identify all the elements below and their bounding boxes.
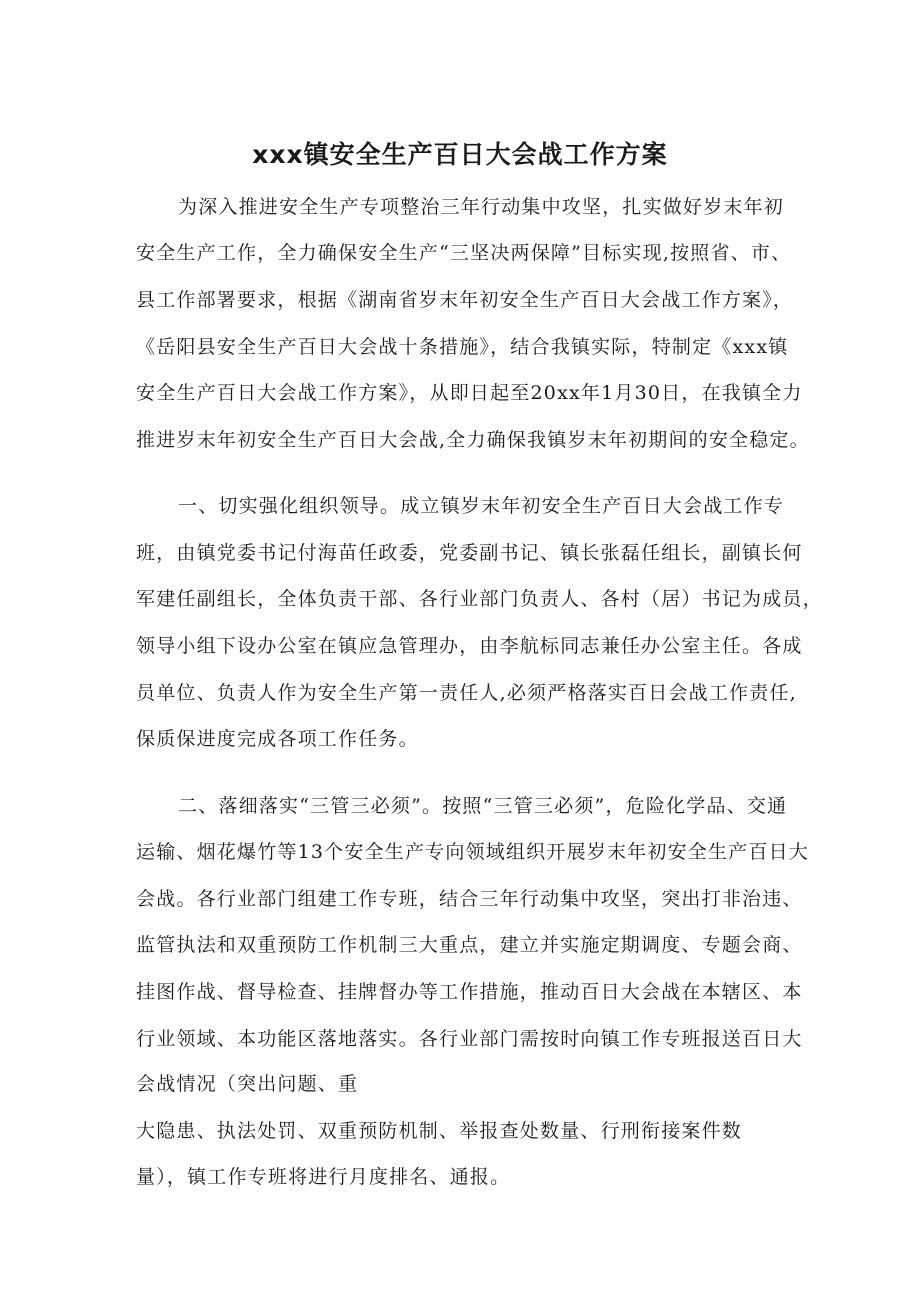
paragraph-2-line-5: 员单位、负责人作为安全生产第一责任人,必须严格落实百日会战工作责任, — [136, 682, 797, 704]
paragraph-3-line-8: 大隐患、执法处罚、双重预防机制、举报查处数量、行刑衔接案件数 — [136, 1120, 743, 1142]
paragraph-2-line-3: 军建任副组长，全体负责干部、各行业部门负责人、各村（居）书记为成员， — [136, 588, 823, 610]
paragraph-1-line-4: 《岳阳县安全生产百日大会战十条措施》，结合我镇实际，特制定《xxx镇 — [136, 336, 789, 358]
paragraph-3-line-7: 会战情况（突出问题、重 — [136, 1073, 359, 1095]
paragraph-2-line-4: 领导小组下设办公室在镇应急管理办，由李航标同志兼任办公室主任。各成 — [136, 635, 803, 657]
paragraph-3-line-5: 挂图作战、督导检查、挂牌督办等工作措施，推动百日大会战在本辖区、本 — [136, 981, 803, 1003]
paragraph-3-line-2: 运输、烟花爆竹等13个安全生产专向领域组织开展岁末年初安全生产百日大 — [136, 841, 809, 863]
paragraph-3-line-3: 会战。各行业部门组建工作专班，结合三年行动集中攻坚，突出打非治违、 — [136, 888, 803, 910]
paragraph-1-line-6: 推进岁末年初安全生产百日大会战,全力确保我镇岁末年初期间的安全稳定。 — [136, 429, 810, 451]
paragraph-2-line-1: 一、切实强化组织领导。成立镇岁末年初安全生产百日大会战工作专 — [178, 495, 785, 517]
document-title: xxx镇安全生产百日大会战工作方案 — [252, 140, 668, 169]
paragraph-1-line-1: 为深入推进安全生产专项整治三年行动集中攻坚，扎实做好岁末年初 — [178, 196, 785, 218]
paragraph-3-line-6: 行业领域、本功能区落地落实。各行业部门需按时向镇工作专班报送百日大 — [136, 1028, 803, 1050]
paragraph-3-line-9: 量），镇工作专班将进行月度排名、通报。 — [136, 1166, 511, 1188]
paragraph-1-line-3: 县工作部署要求，根据《湖南省岁末年初安全生产百日大会战工作方案》， — [136, 289, 794, 311]
paragraph-1-line-2: 安全生产工作，全力确保安全生产“三坚决两保障”目标实现,按照省、市、 — [136, 242, 792, 264]
paragraph-2-line-2: 班，由镇党委书记付海苗任政委，党委副书记、镇长张磊任组长，副镇长何 — [136, 542, 803, 564]
paragraph-3-line-1: 二、落细落实“三管三必须”。按照“三管三必须”，危险化学品、交通 — [178, 795, 788, 817]
paragraph-3-line-4: 监管执法和双重预防工作机制三大重点，建立并实施定期调度、专题会商、 — [136, 934, 803, 956]
paragraph-1-line-5: 安全生产百日大会战工作方案》，从即日起至20xx年1月30日，在我镇全力 — [136, 382, 803, 404]
paragraph-2-line-6: 保质保进度完成各项工作任务。 — [136, 728, 419, 750]
